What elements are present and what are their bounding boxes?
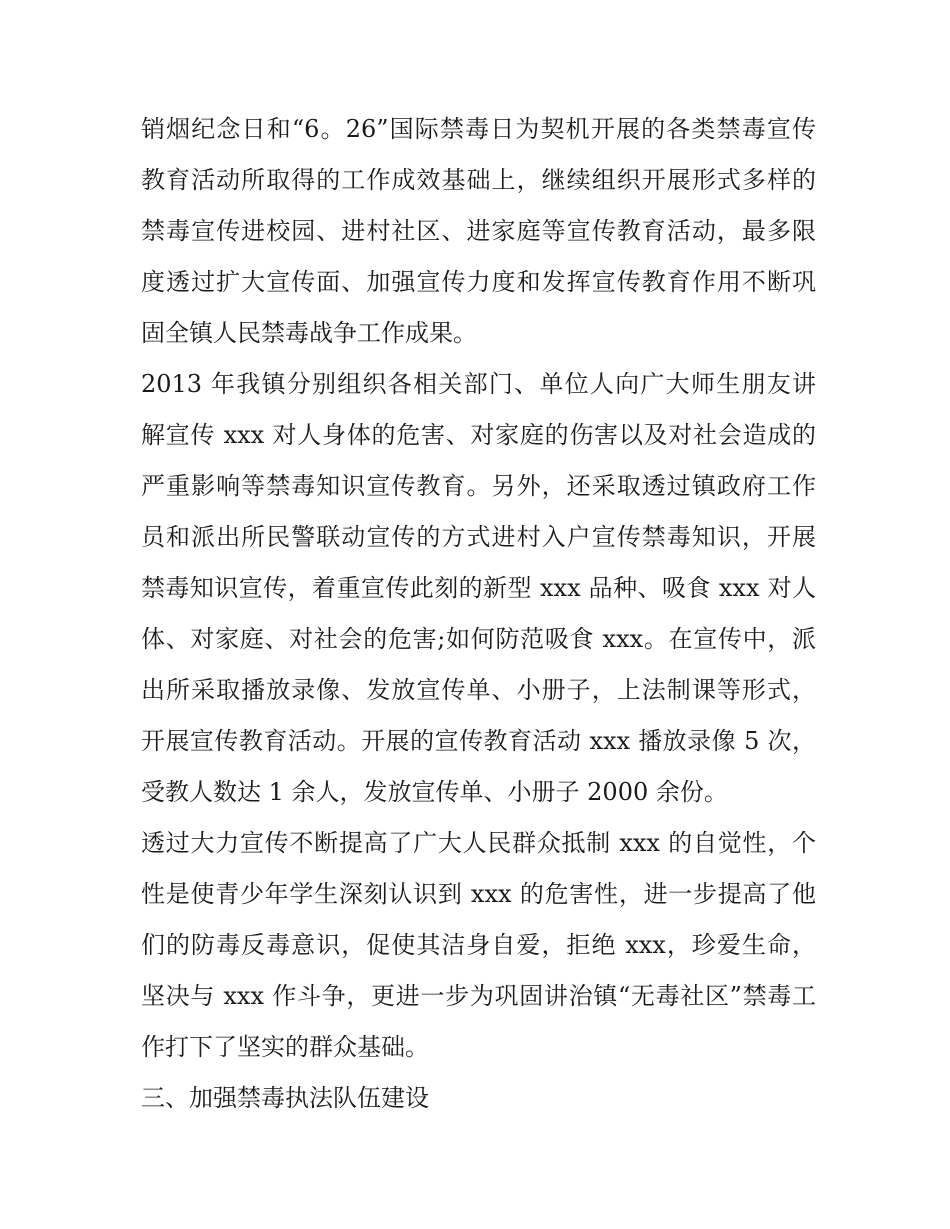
text-line: 们的防毒反毒意识，促使其洁身自爱，拒绝 xxx，珍爱生命， [141,931,816,959]
paragraph-2 [141,359,816,818]
text-line: 体、对家庭、对社会的危害;如何防范吸食 xxx。在宣传中，派 [141,625,816,653]
text-line: 固全镇人民禁毒战争工作成果。 [141,319,477,347]
text-line: 教育活动所取得的工作成效基础上，继续组织开展形式多样的 [141,166,816,194]
text-line: 禁毒知识宣传，着重宣传此刻的新型 xxx 品种、吸食 xxx 对人 [141,574,816,602]
text-line: 开展宣传教育活动。开展的宣传教育活动 xxx 播放录像 5 次， [141,727,816,755]
section-heading: 三、加强禁毒执法队伍建设 [141,1084,429,1112]
text-line: 性是使青少年学生深刻认识到 xxx 的危害性，进一步提高了他 [141,880,816,908]
text-line: 度透过扩大宣传面、加强宣传力度和发挥宣传教育作用不断巩 [141,268,816,296]
text-line: 出所采取播放录像、发放宣传单、小册子，上法制课等形式， [141,676,816,704]
text-line: 员和派出所民警联动宣传的方式进村入户宣传禁毒知识，开展 [141,523,816,551]
paragraph-1 [141,104,816,359]
text-line: 作打下了坚实的群众基础。 [141,1033,429,1061]
text-line: 解宣传 xxx 对人身体的危害、对家庭的伤害以及对社会造成的 [141,421,816,449]
document-page [141,104,816,1124]
text-line: 严重影响等禁毒知识宣传教育。另外，还采取透过镇政府工作 [141,472,816,500]
text-line: 坚决与 xxx 作斗争，更进一步为巩固讲治镇“无毒社区”禁毒工 [141,982,816,1010]
text-line: 透过大力宣传不断提高了广大人民群众抵制 xxx 的自觉性，个 [141,829,816,857]
text-line: 销烟纪念日和“6。26”国际禁毒日为契机开展的各类禁毒宣传 [141,115,816,143]
text-line: 2013 年我镇分别组织各相关部门、单位人向广大师生朋友讲 [141,370,816,398]
paragraph-3 [141,818,816,1073]
text-line: 受教人数达 1 余人，发放宣传单、小册子 2000 余份。 [141,778,728,806]
text-line: 禁毒宣传进校园、进村社区、进家庭等宣传教育活动，最多限 [141,217,816,245]
